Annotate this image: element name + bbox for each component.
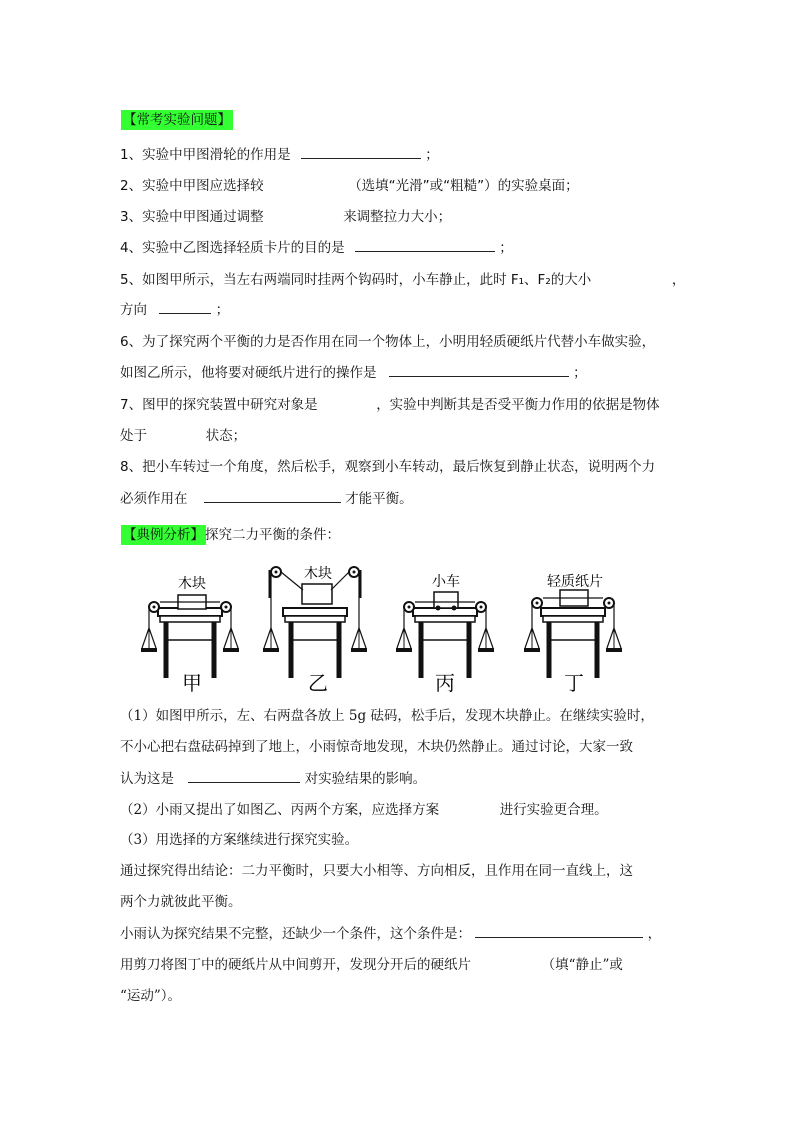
question-8-text-b2: 才能平衡。 <box>345 491 413 507</box>
question-6-line-1: 6、为了探究两个平衡的力是否作用在同一个物体上，小明用轻质硬纸片代替小车做实验， <box>120 334 656 350</box>
example-p2 <box>120 801 608 819</box>
example-p4-line-1: 通过探究得出结论：二力平衡时，只要大小相等、方向相反，且作用在同一直线上，这 <box>120 863 633 879</box>
example-p6-text-a: 用剪刀将图丁中的硬纸片从中间剪开，发现分开后的硬纸片 <box>120 957 471 973</box>
section-tag-example: 【典例分析】 <box>123 527 204 543</box>
question-5-comma: ， <box>671 272 686 288</box>
question-4-end: ； <box>499 240 513 256</box>
label-block-yi: 木块 <box>304 566 332 582</box>
label-card-ding: 轻质纸片 <box>547 574 603 590</box>
apparatus-yi <box>263 565 367 695</box>
figure-label-yi: 乙 <box>308 671 328 695</box>
question-1-text: 1、实验中甲图滑轮的作用是 <box>120 147 291 163</box>
question-7-text-b2: 状态； <box>205 428 247 444</box>
question-5-line-1 <box>120 271 685 289</box>
question-8-line-2 <box>120 490 413 508</box>
question-7-line-1 <box>120 396 660 414</box>
question-3-text-b: 来调整拉力大小； <box>343 209 452 225</box>
question-5-text-b: 方向 <box>120 302 147 318</box>
question-8-line-1: 8、把小车转过一个角度，然后松手，观察到小车转动，最后恢复到静止状态，说明两个力 <box>120 459 656 475</box>
example-p2-text-a: （2）小雨又提出了如图乙、丙两个方案，应选择方案 <box>120 802 440 818</box>
question-6-text-b: 如图乙所示，他将要对硬纸片进行的操作是 <box>120 365 377 381</box>
example-p6-text-b: （填“静止”或 <box>541 957 623 973</box>
question-3 <box>120 208 451 226</box>
example-intro: 探究二力平衡的条件： <box>205 527 340 543</box>
apparatus-figure <box>130 560 650 699</box>
question-4-text: 4、实验中乙图选择轻质卡片的目的是 <box>120 240 345 256</box>
label-cart-bing: 小车 <box>432 574 460 590</box>
example-p1-line-1: （1）如图甲所示，左、右两盘各放上 5g 砝码，松手后，发现木块静止。在继续实验时， <box>120 708 654 724</box>
answer-blank-e3[interactable] <box>475 925 643 938</box>
example-p1-line-3 <box>120 770 426 788</box>
section-tag-common: 【常考实验问题】 <box>123 112 231 128</box>
label-block-jia: 木块 <box>178 576 206 592</box>
question-1-end: ； <box>425 147 439 163</box>
apparatus-bing <box>396 574 494 695</box>
question-5-text-a: 5、如图甲所示，当左右两端同时挂两个钩码时，小车静止，此时 F₁、F₂的大小 <box>120 272 592 288</box>
answer-blank-4[interactable] <box>355 239 495 252</box>
example-p5-end: ， <box>647 926 662 942</box>
figure-label-jia: 甲 <box>182 671 202 695</box>
answer-blank-1[interactable] <box>301 146 421 159</box>
question-2-text-a: 2、实验中甲图应选择较 <box>120 178 264 194</box>
question-7-line-2 <box>120 427 246 445</box>
question-4 <box>120 239 513 257</box>
figure-label-bing: 丙 <box>435 671 455 695</box>
answer-blank-e1[interactable] <box>188 770 300 783</box>
apparatus-ding <box>524 573 622 695</box>
question-7-text-b1: 处于 <box>120 428 147 444</box>
example-p5-text: 小雨认为探究结果不完整，还缺少一个条件，这个条件是： <box>120 926 471 942</box>
answer-blank-6[interactable] <box>389 364 569 377</box>
question-7-text-a2: ，实验中判断其是否受平衡力作用的依据是物体 <box>376 397 660 413</box>
question-5-line-2 <box>120 301 229 319</box>
question-2 <box>120 177 579 195</box>
question-8-text-b1: 必须作用在 <box>120 491 188 507</box>
question-6-line-2 <box>120 364 587 382</box>
example-p1-line-2: 不小心把右盘砝码掉到了地上，小雨惊奇地发现，木块仍然静止。通过讨论，大家一致 <box>120 739 633 755</box>
example-p2-text-b: 进行实验更合理。 <box>499 802 608 818</box>
wood-block-yi <box>302 584 332 604</box>
figure-label-ding: 丁 <box>564 671 584 695</box>
answer-blank-5b[interactable] <box>159 301 211 314</box>
example-p5 <box>120 925 661 943</box>
answer-blank-8[interactable] <box>204 490 341 503</box>
question-7-text-a1: 7、图甲的探究装置中研究对象是 <box>120 397 318 413</box>
example-p3: （3）用选择的方案继续进行探究实验。 <box>120 832 359 848</box>
question-1 <box>120 146 439 164</box>
example-p6-line-1 <box>120 956 623 974</box>
example-p4-line-2: 两个力就彼此平衡。 <box>120 894 242 910</box>
question-2-text-b: （选填“光滑”或“粗糙”）的实验桌面； <box>348 178 579 194</box>
example-p1-text-c2: 对实验结果的影响。 <box>304 771 427 787</box>
question-3-text-a: 3、实验中甲图通过调整 <box>120 209 264 225</box>
question-5-end: ； <box>215 302 230 318</box>
example-p6-line-2: “运动”）。 <box>120 988 182 1004</box>
apparatus-jia <box>141 575 239 695</box>
example-p1-text-c1: 认为这是 <box>120 771 174 787</box>
question-6-end: ； <box>573 365 587 381</box>
